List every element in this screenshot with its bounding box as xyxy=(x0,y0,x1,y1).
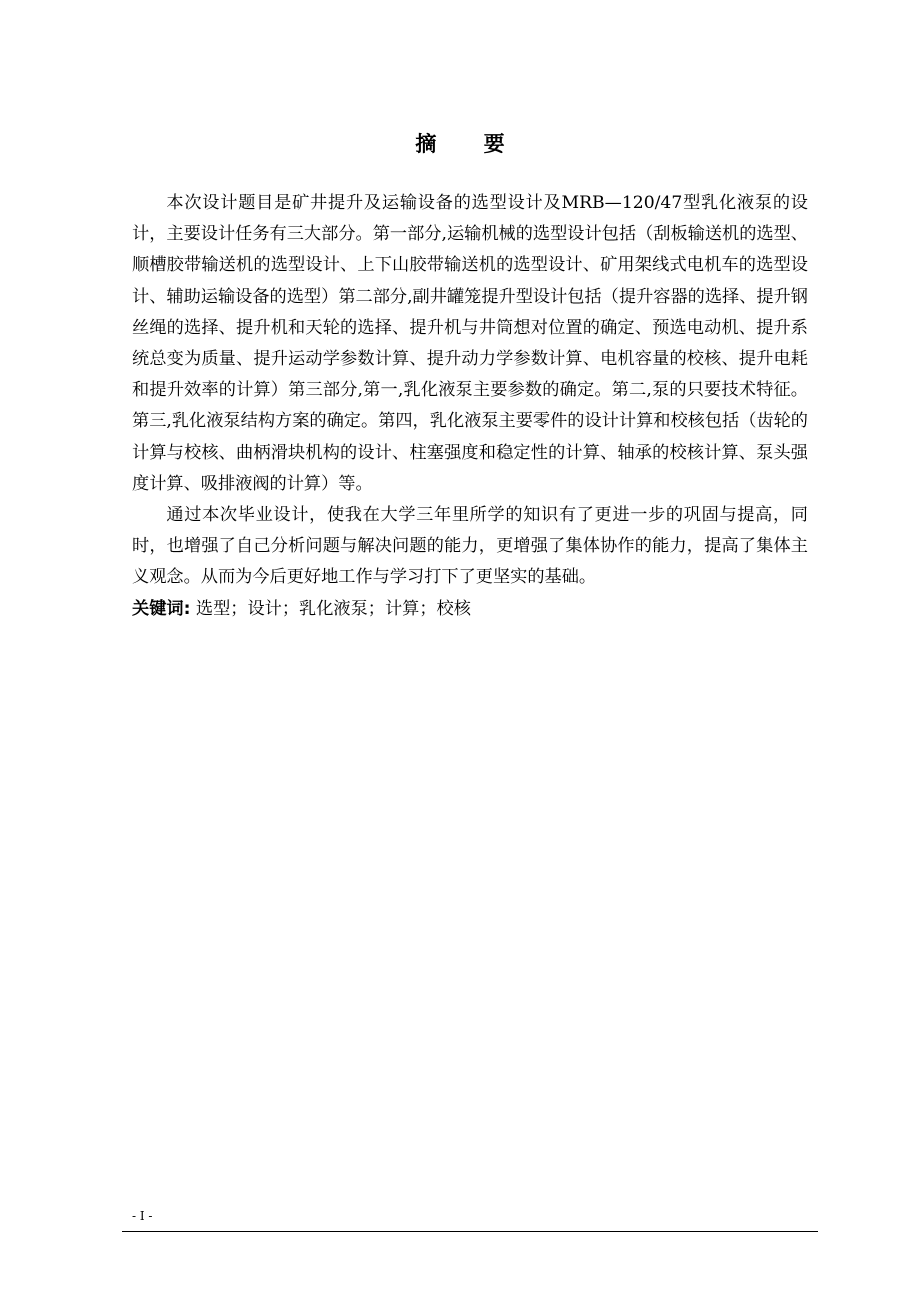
keywords-label: 关键词: xyxy=(132,598,191,619)
abstract-paragraph-1: 本次设计题目是矿井提升及运输设备的选型设计及MRB—120/47型乳化液泵的设计，主要设计任务有三大部分。第一部分,运输机械的选型设计包括（刮板输送机的选型、顺槽胶带输送机的选型设计、上下山胶带输送机的选型设计、矿用架线式电机车的选型设计、辅助运输设备的选型）第二部分,副井罐笼提升型设计包括（提升容器的选择、提升钢丝绳的选择、提升机和天轮的选择、提升机与井筒想对位置的确定、预选电动机、提升系统总变为质量、提升运动学参数计算、提升动力学参数计算、电机容量的校核、提升电耗和提升效率的计算）第三部分,第一,乳化液泵主要参数的确定。第二,泵的只要技术特征。第三,乳化液泵结构方案的确定。第四，乳化液泵主要零件的设计计算和校核包括（齿轮的计算与校核、曲柄滑块机构的设计、柱塞强度和稳定性的计算、轴承的校核计算、泵头强度计算、吸排液阀的计算）等。 xyxy=(132,193,808,494)
abstract-paragraph-2: 通过本次毕业设计，使我在大学三年里所学的知识有了更进一步的巩固与提高，同时，也增强了自己分析问题与解决问题的能力，更增强了集体协作的能力，提高了集体主义观念。从而为今后更好地工作与学习打下了更坚实的基础。 xyxy=(132,505,808,588)
keywords-text: 选型；设计；乳化液泵；计算；校核 xyxy=(190,598,471,619)
footer-divider xyxy=(122,1231,818,1232)
page-title: 摘 要 xyxy=(415,132,525,156)
page-number: - I - xyxy=(132,1209,153,1223)
abstract-body xyxy=(132,188,808,625)
keywords-line xyxy=(132,594,808,625)
